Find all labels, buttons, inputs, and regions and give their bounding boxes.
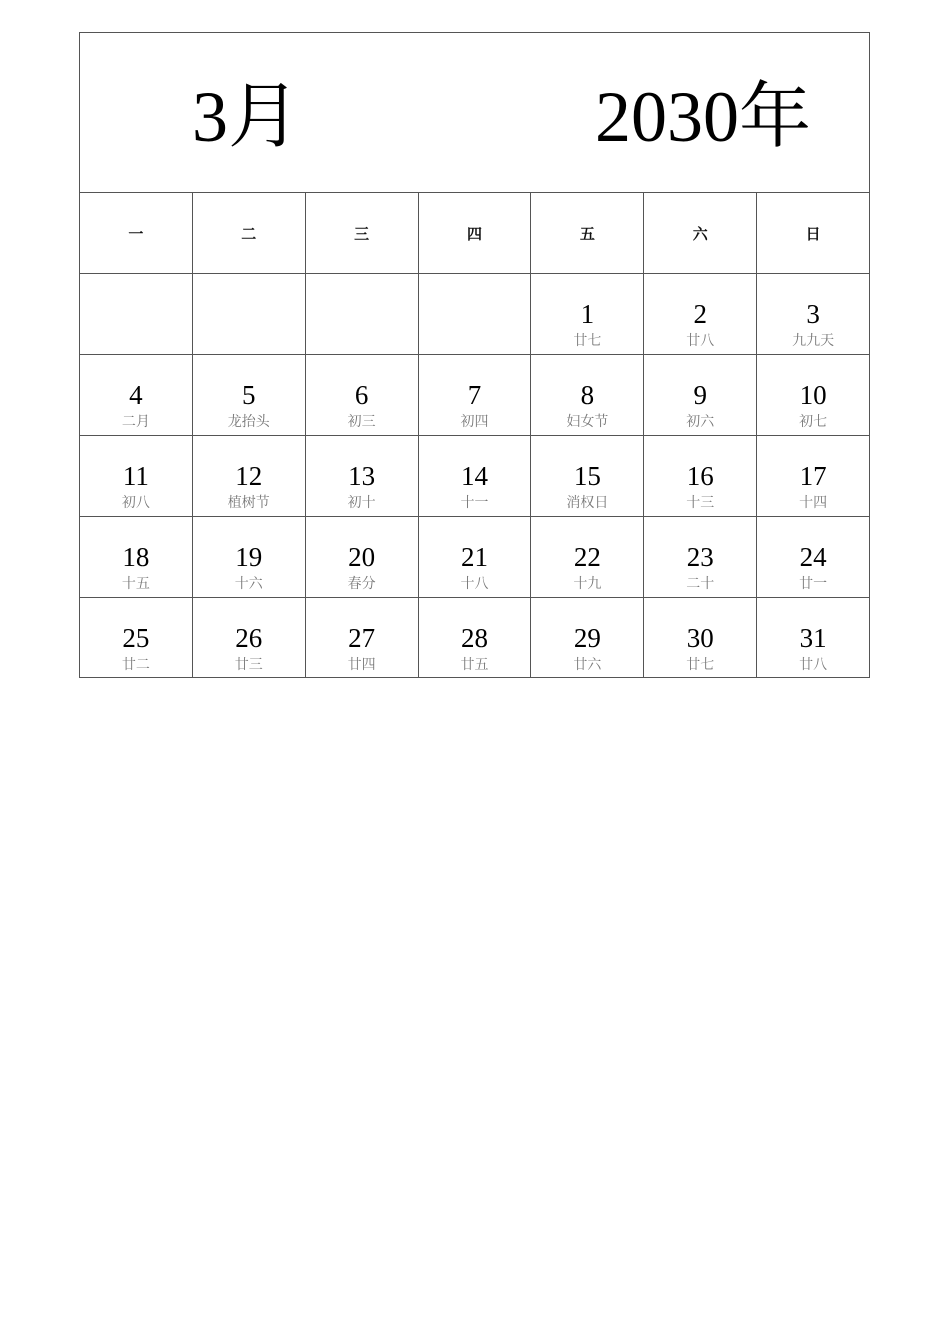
lunar-label: 廿八 bbox=[799, 657, 828, 673]
day-cell[interactable] bbox=[80, 436, 193, 517]
lunar-label: 廿二 bbox=[121, 657, 150, 673]
day-number: 24 bbox=[799, 542, 827, 572]
lunar-label: 十九 bbox=[573, 576, 602, 592]
day-cell[interactable] bbox=[80, 517, 193, 598]
day-number: 17 bbox=[799, 461, 827, 491]
day-cell[interactable] bbox=[80, 598, 193, 678]
day-cell[interactable] bbox=[193, 355, 306, 436]
weekday-row bbox=[80, 193, 870, 274]
lunar-label: 龙抬头 bbox=[227, 414, 270, 430]
lunar-label: 十四 bbox=[799, 495, 828, 511]
lunar-label: 廿五 bbox=[460, 657, 489, 673]
day-number: 20 bbox=[348, 542, 376, 572]
lunar-label: 植树节 bbox=[227, 495, 270, 511]
day-cell[interactable] bbox=[419, 598, 532, 678]
weekday-cell bbox=[80, 193, 193, 274]
lunar-label: 十六 bbox=[234, 576, 263, 592]
day-cell[interactable] bbox=[306, 274, 419, 355]
day-number: 27 bbox=[348, 623, 376, 653]
day-number: 2 bbox=[693, 299, 707, 329]
day-number: 30 bbox=[686, 623, 714, 653]
day-number: 9 bbox=[693, 380, 707, 410]
day-number: 7 bbox=[467, 380, 482, 410]
day-cell[interactable] bbox=[419, 436, 532, 517]
lunar-label: 十一 bbox=[460, 495, 489, 511]
day-number: 13 bbox=[348, 461, 376, 491]
weekday-cell bbox=[757, 193, 870, 274]
weekday-label: 一 bbox=[128, 225, 144, 243]
lunar-label: 初三 bbox=[347, 414, 376, 430]
day-number: 1 bbox=[580, 299, 595, 329]
lunar-label: 初四 bbox=[460, 414, 489, 430]
day-number: 29 bbox=[573, 623, 601, 653]
lunar-label: 初八 bbox=[121, 495, 150, 511]
lunar-label: 初七 bbox=[799, 414, 828, 430]
day-number: 12 bbox=[235, 461, 263, 491]
weekday-cell bbox=[193, 193, 306, 274]
day-number: 19 bbox=[235, 542, 263, 572]
week-row bbox=[80, 274, 870, 355]
day-cell[interactable] bbox=[757, 517, 870, 598]
weekday-label: 四 bbox=[467, 225, 483, 243]
weekday-cell bbox=[306, 193, 419, 274]
lunar-label: 初六 bbox=[686, 414, 715, 430]
lunar-label: 十八 bbox=[460, 576, 489, 592]
day-cell[interactable] bbox=[306, 517, 419, 598]
day-number: 4 bbox=[129, 380, 143, 410]
lunar-label: 十五 bbox=[121, 576, 150, 592]
day-number: 26 bbox=[235, 623, 263, 653]
lunar-label: 初十 bbox=[347, 495, 376, 511]
day-number: 28 bbox=[461, 623, 488, 653]
day-cell[interactable] bbox=[193, 274, 306, 355]
weekday-cell bbox=[644, 193, 757, 274]
weekday-label: 六 bbox=[692, 225, 708, 243]
lunar-label: 消权日 bbox=[566, 495, 609, 511]
lunar-label: 廿六 bbox=[573, 657, 602, 673]
day-cell[interactable] bbox=[80, 274, 193, 355]
day-cell[interactable] bbox=[419, 355, 532, 436]
month-title: 3月 bbox=[192, 77, 301, 157]
day-cell[interactable] bbox=[644, 355, 757, 436]
day-number: 3 bbox=[806, 299, 820, 329]
lunar-label: 廿七 bbox=[573, 333, 602, 349]
calendar bbox=[79, 32, 870, 678]
lunar-label: 廿八 bbox=[686, 333, 715, 349]
day-cell[interactable] bbox=[306, 436, 419, 517]
day-cell[interactable] bbox=[419, 517, 532, 598]
day-cell[interactable] bbox=[306, 355, 419, 436]
day-cell[interactable] bbox=[757, 355, 870, 436]
lunar-label: 二十 bbox=[686, 576, 715, 592]
weekday-cell bbox=[531, 193, 644, 274]
day-cell[interactable] bbox=[644, 274, 757, 355]
week-row bbox=[80, 517, 870, 598]
week-row bbox=[80, 598, 870, 678]
day-number: 6 bbox=[354, 380, 369, 410]
day-number: 22 bbox=[573, 542, 601, 572]
lunar-label: 妇女节 bbox=[566, 414, 609, 430]
weekday-label: 五 bbox=[579, 225, 595, 243]
weekday-cell bbox=[419, 193, 532, 274]
lunar-label: 九九天 bbox=[792, 333, 835, 349]
weekday-label: 日 bbox=[805, 225, 821, 243]
day-number: 11 bbox=[122, 461, 149, 491]
day-cell[interactable] bbox=[531, 355, 644, 436]
year-title: 2030年 bbox=[594, 77, 811, 157]
day-cell[interactable] bbox=[531, 274, 644, 355]
weekday-label: 二 bbox=[241, 225, 257, 243]
day-number: 15 bbox=[573, 461, 601, 491]
day-number: 23 bbox=[686, 542, 714, 572]
day-number: 14 bbox=[461, 461, 488, 491]
day-cell[interactable] bbox=[757, 274, 870, 355]
day-number: 25 bbox=[122, 623, 150, 653]
day-number: 5 bbox=[242, 380, 256, 410]
day-number: 21 bbox=[461, 542, 488, 572]
day-cell[interactable] bbox=[644, 598, 757, 678]
day-number: 10 bbox=[799, 380, 827, 410]
lunar-label: 廿七 bbox=[686, 657, 715, 673]
day-cell[interactable] bbox=[644, 436, 757, 517]
calendar-header bbox=[80, 33, 870, 193]
lunar-label: 二月 bbox=[121, 414, 150, 430]
day-cell[interactable] bbox=[531, 436, 644, 517]
week-row bbox=[80, 355, 870, 436]
lunar-label: 廿四 bbox=[347, 657, 376, 673]
day-cell[interactable] bbox=[757, 436, 870, 517]
weekday-label: 三 bbox=[354, 225, 370, 243]
day-cell[interactable] bbox=[193, 517, 306, 598]
lunar-label: 廿一 bbox=[799, 576, 828, 592]
week-row bbox=[80, 436, 870, 517]
day-number: 8 bbox=[580, 380, 595, 410]
day-number: 31 bbox=[799, 623, 827, 653]
day-cell[interactable] bbox=[757, 598, 870, 678]
lunar-label: 十三 bbox=[686, 495, 715, 511]
day-cell[interactable] bbox=[306, 598, 419, 678]
day-cell[interactable] bbox=[193, 436, 306, 517]
day-cell[interactable] bbox=[419, 274, 532, 355]
day-cell[interactable] bbox=[644, 517, 757, 598]
day-cell[interactable] bbox=[531, 517, 644, 598]
day-cell[interactable] bbox=[193, 598, 306, 678]
day-number: 18 bbox=[122, 542, 150, 572]
lunar-label: 春分 bbox=[347, 576, 376, 592]
day-cell[interactable] bbox=[531, 598, 644, 678]
day-number: 16 bbox=[686, 461, 714, 491]
lunar-label: 廿三 bbox=[234, 657, 263, 673]
day-cell[interactable] bbox=[80, 355, 193, 436]
